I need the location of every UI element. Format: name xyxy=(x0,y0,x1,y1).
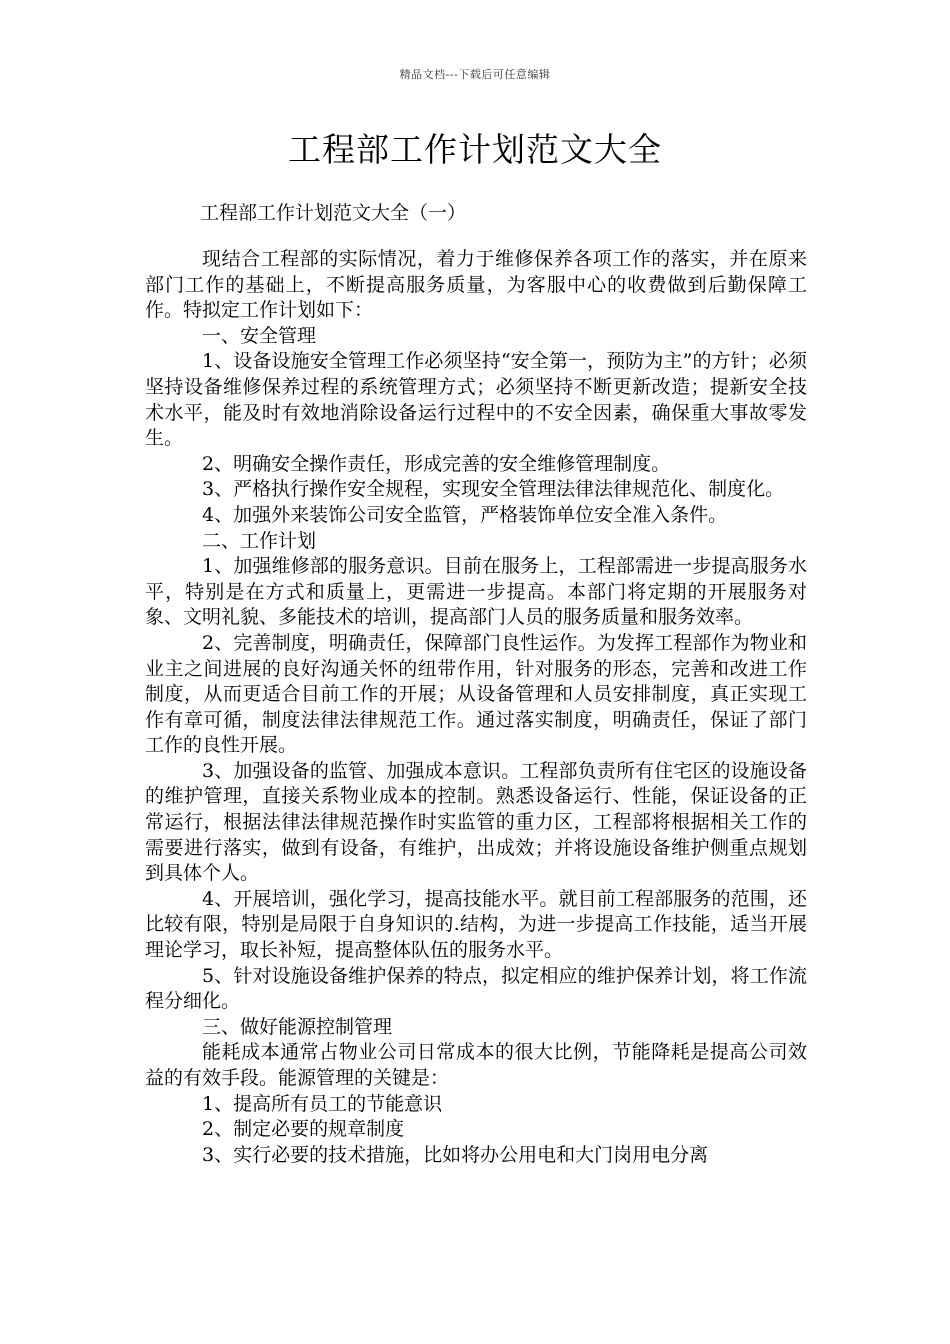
paragraph-plan-3: 3、加强设备的监管、加强成本意识。工程部负责所有住宅区的设施设备的维护管理，直接关系物业成本的控制。熟悉设备运行、性能，保证设备的正常运行，根据法律法律规范操作时实监管的重力区，工程部将根据相关工作的需要进行落实，做到有设备，有维护，出成效；并将设施设备维护侧重点规划到具体个人。 xyxy=(145,759,807,885)
section-heading-safety: 一、安全管理 xyxy=(202,324,317,347)
paragraph-energy-intro: 能耗成本通常占物业公司日常成本的很大比例，节能降耗是提高公司效益的有效手段。能源管理的关键是： xyxy=(145,1041,807,1089)
paragraph-energy-3: 3、实行必要的技术措施，比如将办公用电和大门岗用电分离 xyxy=(202,1143,709,1166)
paragraph-plan-5: 5、针对设施设备维护保养的特点，拟定相应的维护保养计划，将工作流程分细化。 xyxy=(145,964,807,1013)
paragraph-plan-1: 1、加强维修部的服务意识。目前在服务上，工程部需进一步提高服务水平，特别是在方式和质量上，更需进一步提高。本部门将定期的开展服务对象、文明礼貌、多能技术的培训，提高部门人员的服务质量和服务效率。 xyxy=(145,555,807,629)
paragraph-plan-2: 2、完善制度，明确责任，保障部门良性运作。为发挥工程部作为物业和业主之间进展的良好沟通关怀的纽带作用，针对服务的形态，完善和改进工作制度，从而更适合目前工作的开展；从设备管理和人员安排制度，真正实现工作有章可循，制度法律法律规范工作。通过落实制度，明确责任，保证了部门工作的良性开展。 xyxy=(145,631,807,757)
document-subtitle: 工程部工作计划范文大全（一） xyxy=(200,202,467,224)
document-title: 工程部工作计划范文大全 xyxy=(288,130,662,169)
paragraph-safety-2: 2、明确安全操作责任，形成完善的安全维修管理制度。 xyxy=(202,452,671,475)
paragraph-energy-2: 2、制定必要的规章制度 xyxy=(202,1118,405,1141)
header-note: 精品文档---下载后可任意编辑 xyxy=(399,68,551,81)
section-heading-work-plan: 二、工作计划 xyxy=(202,529,317,552)
paragraph-plan-4: 4、开展培训，强化学习，提高技能水平。就目前工程部服务的范围，还比较有限，特别是局限于自身知识的.结构，为进一步提高工作技能，适当开展理论学习，取长补短，提高整体队伍的服务水平。 xyxy=(145,887,807,962)
paragraph-intro: 现结合工程部的实际情况，着力于维修保养各项工作的落实，并在原来部门工作的基础上，不断提高服务质量，为客服中心的收费做到后勤保障工作。特拟定工作计划如下： xyxy=(145,248,807,322)
paragraph-safety-3: 3、严格执行操作安全规程，实现安全管理法律法律规范化、制度化。 xyxy=(202,478,785,501)
paragraph-safety-4: 4、加强外来装饰公司安全监管，严格装饰单位安全准入条件。 xyxy=(202,503,728,526)
section-heading-energy: 三、做好能源控制管理 xyxy=(202,1015,393,1038)
document-body xyxy=(145,247,807,1168)
paragraph-energy-1: 1、提高所有员工的节能意识 xyxy=(202,1092,443,1115)
paragraph-safety-1: 1、设备设施安全管理工作必须坚持“安全第一，预防为主”的方针；必须坚持设备维修保养过程的系统管理方式；必须坚持不断更新改造；提新安全技术水平，能及时有效地消除设备运行过程中的不安全因素，确保重大事故零发生。 xyxy=(145,350,807,450)
